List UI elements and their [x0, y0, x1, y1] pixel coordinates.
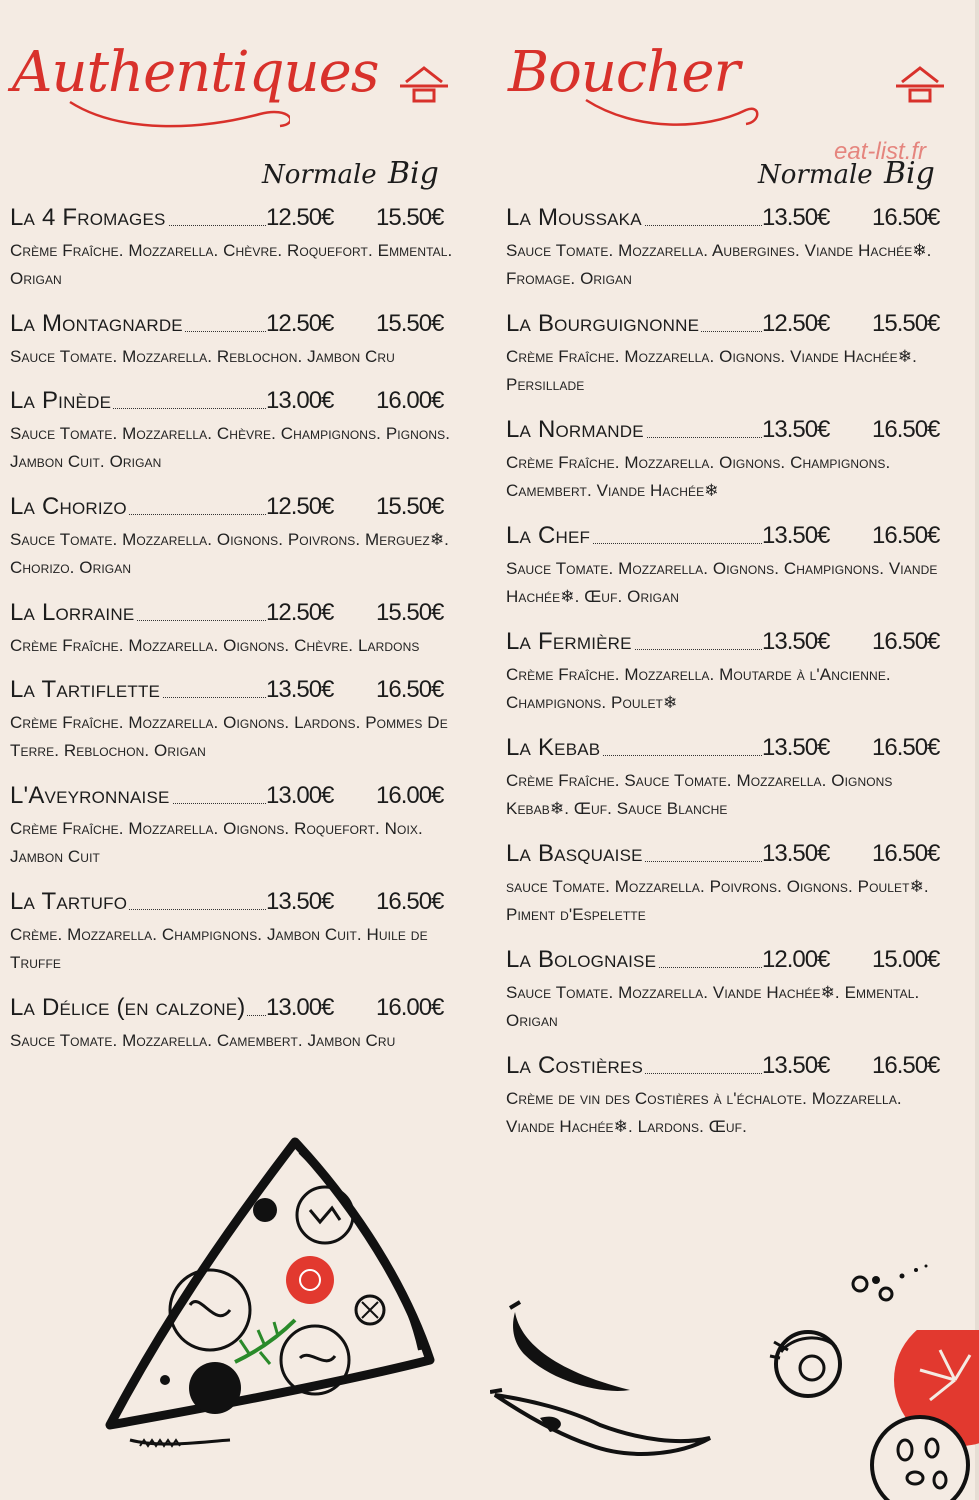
- item-head: [10, 493, 460, 523]
- price-big: 16.50€: [872, 1052, 940, 1079]
- price-big: 16.50€: [872, 522, 940, 549]
- item-description: sauce Tomate. Mozzarella. Poivrons. Oignons. Poulet❄. Piment d'Espelette: [506, 877, 929, 924]
- menu-item: [10, 676, 460, 765]
- item-name: La Montagnarde: [10, 310, 183, 337]
- item-head: [506, 416, 956, 446]
- item-description: Sauce Tomate. Mozzarella. Oignons. Champignons. Viande Hachée❄. Œuf. Origan: [506, 559, 938, 606]
- menu-item: [506, 734, 956, 823]
- item-name: La Normande: [506, 416, 644, 443]
- menu-item: [10, 782, 460, 871]
- price-big: 16.50€: [376, 888, 444, 915]
- item-head: [10, 994, 460, 1024]
- watermark: eat-list.fr: [834, 138, 927, 165]
- peppercorns-illustration: [846, 1262, 936, 1312]
- item-description: Crème Fraîche. Mozzarella. Moutarde à l'Ancienne. Champignons. Poulet❄: [506, 665, 891, 712]
- item-name: La Bolognaise: [506, 946, 657, 973]
- price-normal: 13.50€: [762, 416, 830, 443]
- title-swash: [50, 90, 290, 130]
- menu-item: [10, 493, 460, 582]
- item-head: [506, 840, 956, 870]
- item-head: [10, 782, 460, 812]
- price-normal: 13.00€: [266, 994, 334, 1021]
- title-swash: [546, 90, 786, 130]
- item-description: Sauce Tomate. Mozzarella. Camembert. Jambon Cru: [10, 1031, 396, 1050]
- item-description: Sauce Tomate. Mozzarella. Aubergines. Viande Hachée❄. Fromage. Origan: [506, 241, 932, 288]
- item-name: La Pinède: [10, 387, 112, 414]
- price-normal: 13.00€: [266, 387, 334, 414]
- price-normal: 13.50€: [762, 628, 830, 655]
- price-normal: 12.50€: [266, 599, 334, 626]
- home-icon[interactable]: [400, 64, 448, 104]
- item-name: La Délice (en calzone): [10, 994, 246, 1021]
- price-normal: 12.50€: [762, 310, 830, 337]
- item-description: Crème Fraîche. Mozzarella. Oignons. Viande Hachée❄. Persillade: [506, 347, 917, 394]
- size-headers: [260, 156, 460, 196]
- item-name: La 4 Fromages: [10, 204, 166, 231]
- item-description: Crème Fraîche. Mozzarella. Oignons. Chèvre. Lardons: [10, 636, 420, 655]
- menu-item: [10, 994, 460, 1055]
- price-big: 15.50€: [376, 493, 444, 520]
- price-normal: 12.50€: [266, 204, 334, 231]
- price-normal: 13.50€: [762, 840, 830, 867]
- price-normal: 13.50€: [762, 204, 830, 231]
- item-name: La Tartufo: [10, 888, 128, 915]
- item-head: [506, 522, 956, 552]
- menu-item: [506, 1052, 956, 1141]
- item-description: Crème Fraîche. Mozzarella. Oignons. Lardons. Pommes De Terre. Reblochon. Origan: [10, 713, 448, 760]
- menu-item: [506, 946, 956, 1035]
- price-big: 16.50€: [872, 628, 940, 655]
- item-head: [506, 946, 956, 976]
- item-name: La Basquaise: [506, 840, 643, 867]
- onion-illustration: [766, 1322, 856, 1402]
- item-name: La Chef: [506, 522, 591, 549]
- item-name: La Costières: [506, 1052, 644, 1079]
- price-big: 15.50€: [376, 310, 444, 337]
- menu-item: [506, 204, 956, 293]
- page-edge: [975, 0, 979, 1500]
- price-normal: 13.50€: [266, 676, 334, 703]
- menu-item: [10, 310, 460, 371]
- menu-item: [10, 888, 460, 977]
- menu-item: [506, 840, 956, 929]
- price-big: 15.50€: [376, 599, 444, 626]
- size-normal-header: Normale: [758, 160, 873, 190]
- item-name: La Kebab: [506, 734, 601, 761]
- item-name: La Bourguignonne: [506, 310, 700, 337]
- item-description: Crème. Mozzarella. Champignons. Jambon Cuit. Huile de Truffe: [10, 925, 428, 972]
- menu-item: [10, 204, 460, 293]
- price-big: 15.00€: [872, 946, 940, 973]
- home-icon[interactable]: [896, 64, 944, 104]
- menu-item: [506, 628, 956, 717]
- menu-item: [506, 310, 956, 399]
- size-normal-header: Normale: [262, 160, 377, 190]
- item-description: Crème Fraîche. Sauce Tomate. Mozzarella. Oignons Kebab❄. Œuf. Sauce Blanche: [506, 771, 893, 818]
- section-title: Boucher: [508, 40, 740, 105]
- item-head: [506, 310, 956, 340]
- item-description: Sauce Tomate. Mozzarella. Chèvre. Champignons. Pignons. Jambon Cuit. Origan: [10, 424, 451, 471]
- tomato-illustration: [860, 1330, 979, 1500]
- section-title: Authentiques: [12, 40, 379, 105]
- item-name: La Chorizo: [10, 493, 127, 520]
- item-head: [10, 204, 460, 234]
- price-normal: 12.50€: [266, 493, 334, 520]
- menu-item: [10, 599, 460, 660]
- price-big: 15.50€: [376, 204, 444, 231]
- item-name: L'Aveyronnaise: [10, 782, 170, 809]
- price-normal: 13.50€: [762, 1052, 830, 1079]
- price-normal: 13.50€: [762, 522, 830, 549]
- item-description: Sauce Tomate. Mozzarella. Oignons. Poivrons. Merguez❄. Chorizo. Origan: [10, 530, 449, 577]
- price-big: 15.50€: [872, 310, 940, 337]
- chili-pepper-illustration: [490, 1300, 720, 1470]
- size-big-header: Big: [388, 156, 439, 191]
- item-head: [506, 628, 956, 658]
- price-normal: 12.00€: [762, 946, 830, 973]
- price-big: 16.00€: [376, 994, 444, 1021]
- price-big: 16.50€: [872, 734, 940, 761]
- item-description: Sauce Tomate. Mozzarella. Reblochon. Jambon Cru: [10, 347, 395, 366]
- price-big: 16.50€: [872, 204, 940, 231]
- price-big: 16.50€: [872, 416, 940, 443]
- price-big: 16.00€: [376, 782, 444, 809]
- menu-item: [10, 387, 460, 476]
- size-big-header: Big: [884, 156, 935, 191]
- price-normal: 12.50€: [266, 310, 334, 337]
- item-head: [10, 676, 460, 706]
- price-big: 16.00€: [376, 387, 444, 414]
- item-head: [10, 888, 460, 918]
- menu-item: [506, 416, 956, 505]
- price-normal: 13.50€: [266, 888, 334, 915]
- item-name: La Fermière: [506, 628, 632, 655]
- item-description: Crème de vin des Costières à l'échalote. Mozzarella. Viande Hachée❄. Lardons. Œuf.: [506, 1089, 902, 1136]
- price-big: 16.50€: [872, 840, 940, 867]
- menu-item: [506, 522, 956, 611]
- item-head: [10, 310, 460, 340]
- item-head: [506, 734, 956, 764]
- item-head: [506, 204, 956, 234]
- item-name: La Tartiflette: [10, 676, 161, 703]
- price-normal: 13.00€: [266, 782, 334, 809]
- pizza-slice-illustration: [100, 1130, 460, 1470]
- price-normal: 13.50€: [762, 734, 830, 761]
- item-head: [10, 599, 460, 629]
- item-name: La Moussaka: [506, 204, 642, 231]
- item-head: [10, 387, 460, 417]
- item-description: Crème Fraîche. Mozzarella. Chèvre. Roquefort. Emmental. Origan: [10, 241, 453, 288]
- item-name: La Lorraine: [10, 599, 135, 626]
- item-description: Sauce Tomate. Mozzarella. Viande Hachée❄. Emmental. Origan: [506, 983, 920, 1030]
- item-head: [506, 1052, 956, 1082]
- price-big: 16.50€: [376, 676, 444, 703]
- item-description: Crème Fraîche. Mozzarella. Oignons. Roquefort. Noix. Jambon Cuit: [10, 819, 423, 866]
- item-description: Crème Fraîche. Mozzarella. Oignons. Champignons. Camembert. Viande Hachée❄: [506, 453, 891, 500]
